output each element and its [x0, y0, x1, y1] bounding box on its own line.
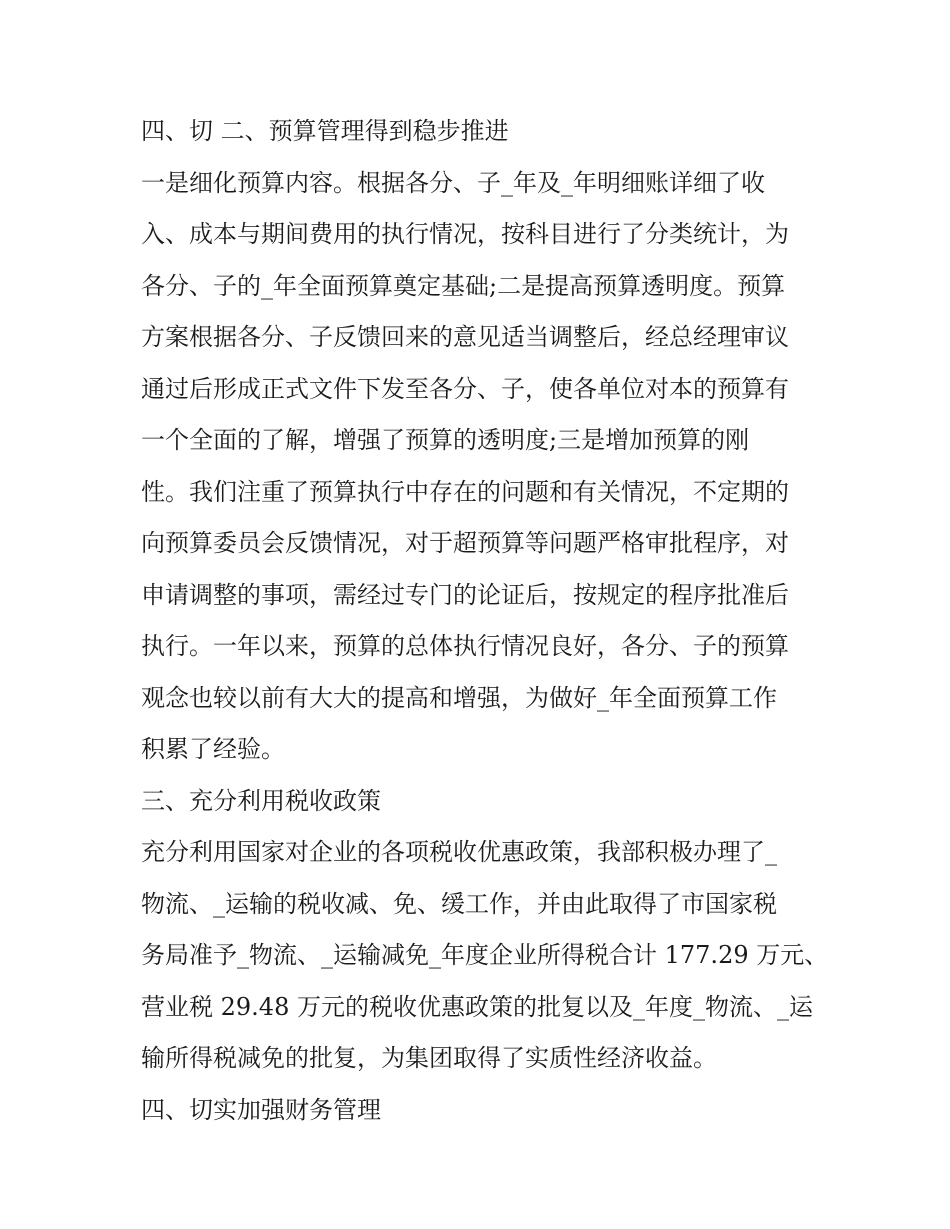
paragraph-line: 申请调整的事项，需经过专门的论证后，按规定的程序批准后 — [141, 580, 789, 609]
paragraph-line: 通过后形成正式文件下发至各分、子，使各单位对本的预算有 — [141, 374, 789, 403]
paragraph-line: 一是细化预算内容。根据各分、子_年及_年明细账详细了收 — [141, 168, 765, 197]
section-heading: 四、切 二、预算管理得到稳步推进 — [141, 117, 509, 145]
paragraph-line: 输所得税减免的批复，为集团取得了实质性经济收益。 — [141, 1044, 717, 1072]
paragraph-line: 务局准予_物流、_运输减免_年度企业所得税合计 177.29 万元、 — [141, 941, 829, 969]
paragraph-line: 方案根据各分、子反馈回来的意见适当调整后，经总经理审议 — [141, 323, 789, 351]
section-heading: 四、切实加强财务管理 — [141, 1095, 381, 1124]
paragraph-line: 物流、_运输的税收减、免、缓工作，并由此取得了市国家税 — [141, 889, 777, 918]
paragraph-line: 执行。一年以来，预算的总体执行情况良好，各分、子的预算 — [141, 632, 789, 660]
paragraph-line: 营业税 29.48 万元的税收优惠政策的批复以及_年度_物流、_运 — [141, 992, 813, 1021]
section-heading: 三、充分利用税收政策 — [141, 786, 381, 815]
paragraph-line: 性。我们注重了预算执行中存在的问题和有关情况，不定期的 — [141, 477, 789, 506]
paragraph-line: 入、成本与期间费用的执行情况，按科目进行了分类统计，为 — [141, 220, 789, 248]
paragraph-line: 观念也较以前有大大的提高和增强，为做好_年全面预算工作 — [141, 683, 777, 712]
document-body — [141, 106, 829, 1136]
paragraph-line: 一个全面的了解，增强了预算的透明度;三是增加预算的刚 — [141, 426, 750, 454]
paragraph-line: 充分利用国家对企业的各项税收优惠政策，我部积极办理了_ — [141, 838, 777, 866]
paragraph-line: 积累了经验。 — [141, 735, 285, 763]
paragraph-line: 向预算委员会反馈情况，对于超预算等问题严格审批程序，对 — [141, 529, 789, 557]
paragraph-line: 各分、子的_年全面预算奠定基础;二是提高预算透明度。预算 — [141, 271, 786, 300]
